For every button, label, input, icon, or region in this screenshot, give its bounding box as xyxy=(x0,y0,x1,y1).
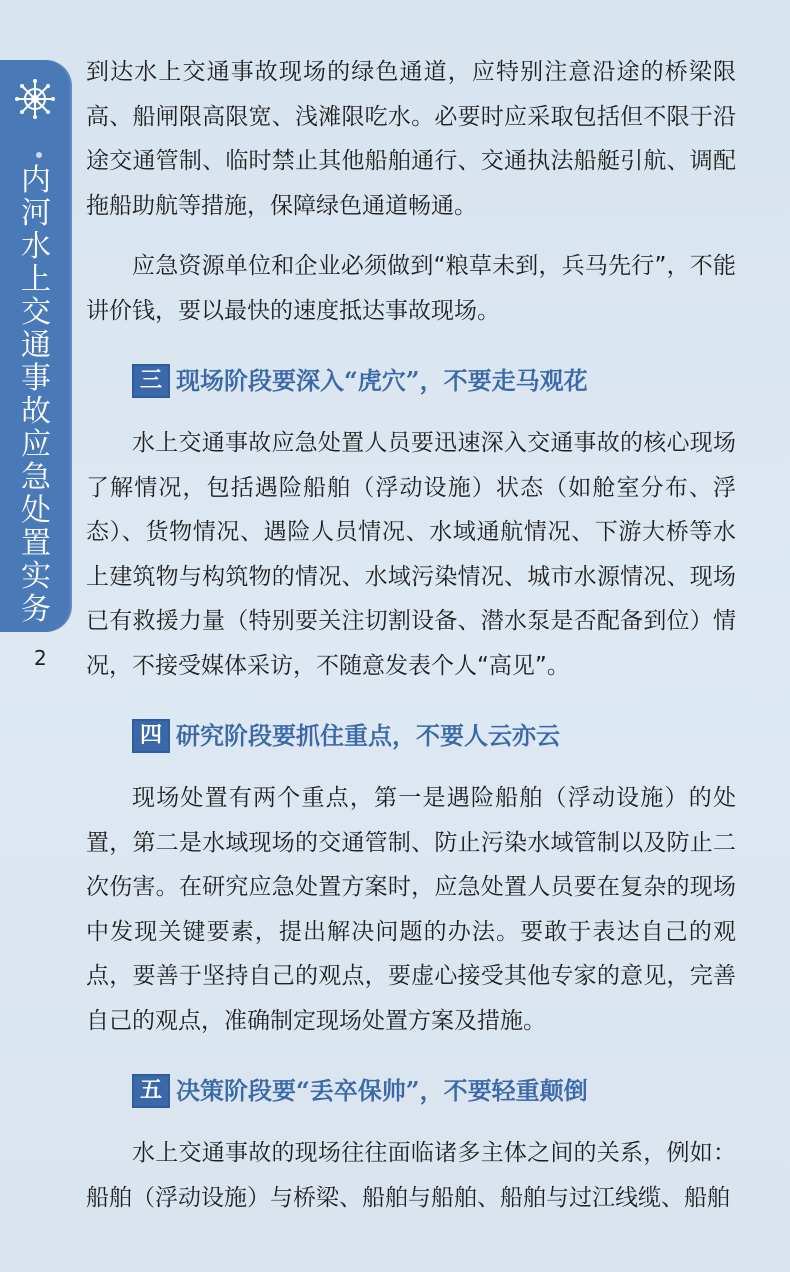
section-number-badge: 四 xyxy=(132,719,170,753)
tab-dot-decoration xyxy=(36,152,42,158)
section-number-badge: 三 xyxy=(132,364,170,398)
paragraph-2: 应急资源单位和企业必须做到“粮草未到，兵马先行”，不能讲价钱，要以最快的速度抵达事故现场。 xyxy=(86,253,736,324)
section-title: 研究阶段要抓住重点，不要人云亦云 xyxy=(176,721,560,750)
section-4-paragraph: 现场处置有两个重点，第一是遇险船舶（浮动设施）的处置，第二是水域现场的交通管制、防止污染水域管制以及防止二次伤害。在研究应急处置方案时，应急处置人员要在复杂的现场中发现关键要素，提出解决问题的办法。要敢于表达自己的观点，要善于坚持自己的观点，要虚心接受其他专家的意见，完善自己的观点，准确制定现场处置方案及措施。 xyxy=(86,785,736,1034)
section-3-paragraph: 水上交通事故应急处置人员要迅速深入交通事故的核心现场了解情况，包括遇险船舶（浮动设施）状态（如舱室分布、浮态）、货物情况、遇险人员情况、水域通航情况、下游大桥等水上建筑物与构筑物的情况、水域污染情况、城市水源情况、现场已有救援力量（特别要关注切割设备、潜水泵是否配备到位）情况，不接受媒体采访，不随意发表个人“高见”。 xyxy=(86,430,736,679)
paragraph-1: 到达水上交通事故现场的绿色通道，应特别注意沿途的桥梁限高、船闸限高限宽、浅滩限吃水。必要时应采取包括但不限于沿途交通管制、临时禁止其他船舶通行、交通执法船艇引航、调配拖船助航等措施，保障绿色通道畅通。 xyxy=(86,59,736,219)
section-title: 决策阶段要“丢卒保帅”，不要轻重颠倒 xyxy=(176,1076,588,1105)
section-number-badge: 五 xyxy=(132,1074,170,1108)
section-5-paragraph: 水上交通事故的现场往往面临诸多主体之间的关系，例如：船舶（浮动设施）与桥梁、船舶与船舶、船舶与过江线缆、船舶 xyxy=(86,1140,736,1211)
section-heading-4 xyxy=(86,716,736,756)
page-number: 2 xyxy=(34,646,47,670)
main-content xyxy=(86,50,736,1220)
section-heading-5 xyxy=(86,1071,736,1111)
ship-helm-icon xyxy=(14,78,56,120)
book-title-vertical: 内河水上交通事故应急处置实务 xyxy=(21,163,51,627)
section-title: 现场阶段要深入“虎穴”，不要走马观花 xyxy=(176,366,588,395)
section-heading-3 xyxy=(86,361,736,401)
chapter-side-tab xyxy=(0,60,72,632)
